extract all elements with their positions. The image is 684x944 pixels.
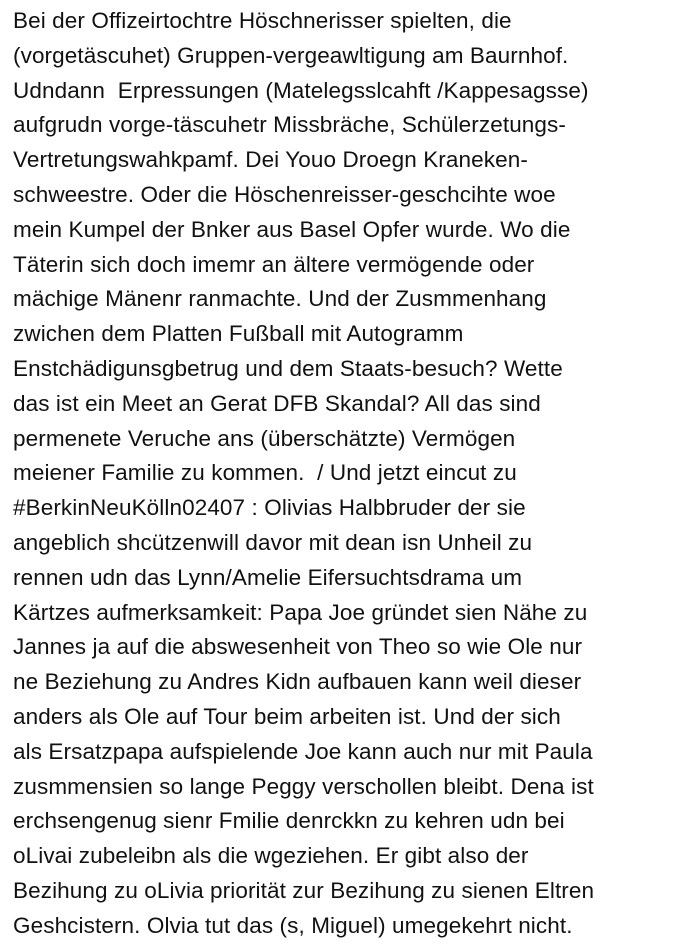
text-line: mächige Mänenr ranmachte. Und der Zusmmenhang	[13, 286, 547, 312]
text-line: oLivai zubeleibn als die wgeziehen. Er gibt also der	[13, 843, 529, 869]
text-line: Bei der Offizeirtochtre Höschnerisser spielten, die	[13, 8, 512, 33]
text-line: Geshcistern. Olvia tut das (s, Miguel) umegekehrt nicht.	[13, 912, 573, 938]
text-line: Vertretungswahkpamf. Dei Youo Droegn Kraneken-	[13, 147, 528, 173]
text-line: Täterin sich doch imemr an ältere vermögende oder	[13, 251, 535, 277]
text-line: Udndann Erpressungen (Matelegsslcahft /Kappesagsse)	[13, 77, 589, 103]
text-line: (vorgetäscuhet) Gruppen-vergeawltigung am Baurnhof.	[13, 42, 569, 68]
text-line: angeblich shcützenwill davor mit dean isn Unheil zu	[13, 529, 533, 555]
text-line: Enstchädigunsgbetrug und dem Staats-besuch? Wette	[13, 355, 563, 381]
document-text	[13, 4, 681, 944]
text-line: als Ersatzpapa aufspielende Joe kann auch nur mit Paula	[13, 738, 593, 764]
text-line: zwichen dem Platten Fußball mit Autogramm	[13, 321, 464, 347]
text-line: ne Beziehung zu Andres Kidn aufbauen kann weil dieser	[13, 669, 582, 695]
text-line: meiener Familie zu kommen. / Und jetzt eincut zu	[13, 460, 517, 486]
text-line: das ist ein Meet an Gerat DFB Skandal? All das sind	[13, 390, 541, 416]
text-line: schweestre. Oder die Höschenreisser-geschcihte woe	[13, 181, 556, 207]
text-line: rennen udn das Lynn/Amelie Eifersuchtsdrama um	[13, 564, 523, 590]
text-line: #BerkinNeuKölln02407 : Olivias Halbbruder der sie	[13, 495, 526, 521]
text-line: aufgrudn vorge-täscuhetr Missbräche, Schülerzetungs-	[13, 112, 566, 138]
text-line: erchsengenug sienr Fmilie denrckkn zu kehren udn bei	[13, 808, 565, 834]
text-line: Bezihung zu oLivia priorität zur Bezihung zu sienen Eltren	[13, 877, 595, 903]
text-line: permenete Veruche ans (überschätzte) Vermögen	[13, 425, 516, 451]
text-line: mein Kumpel der Bnker aus Basel Opfer wurde. Wo die	[13, 216, 571, 242]
text-line: Kärtzes aufmerksamkeit: Papa Joe gründet sien Nähe zu	[13, 599, 588, 625]
text-line: Jannes ja auf die abswesenheit von Theo so wie Ole nur	[13, 634, 583, 660]
text-line: anders als Ole auf Tour beim arbeiten ist. Und der sich	[13, 703, 561, 729]
text-line: zusmmensien so lange Peggy verschollen bleibt. Dena ist	[13, 773, 594, 799]
